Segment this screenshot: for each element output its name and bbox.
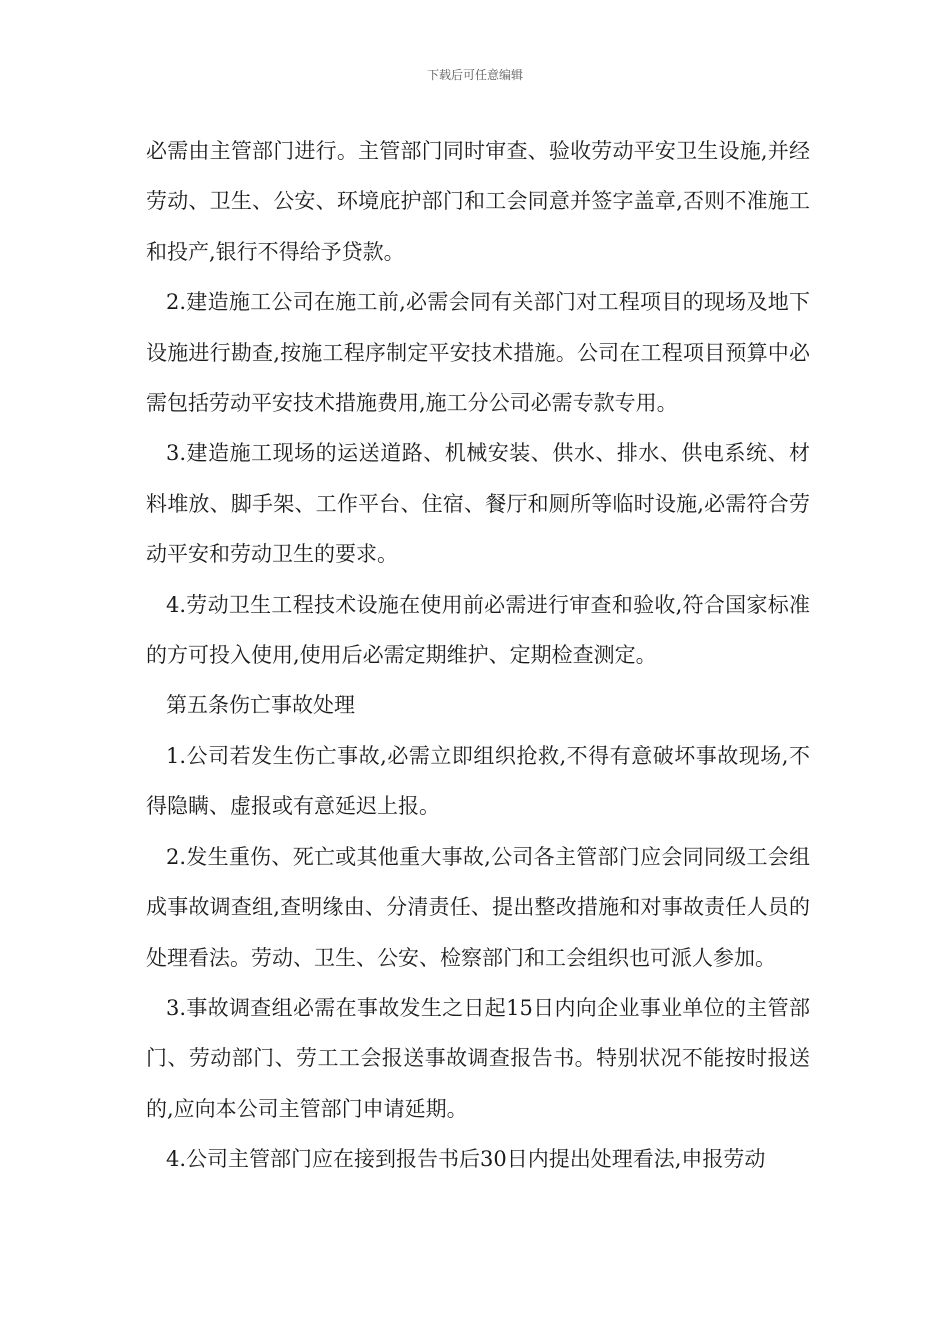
paragraph: 1.公司若发生伤亡事故,必需立即组织抢救,不得有意破坏事故现场,不得隐瞒、虚报或有意延迟上报。 bbox=[146, 743, 810, 819]
paragraph: 4.公司主管部门应在接到报告书后30日内提出处理看法,申报劳动 bbox=[166, 1147, 766, 1172]
paragraph: 4.劳动卫生工程技术设施在使用前必需进行审查和验收,符合国家标准的方可投入使用,使用后必需定期维护、定期检查测定。 bbox=[146, 592, 810, 668]
paragraph: 2.发生重伤、死亡或其他重大事故,公司各主管部门应会同同级工会组成事故调查组,查明缘由、分清责任、提出整改措施和对事故责任人员的处理看法。劳动、卫生、公安、检察部门和工会组织也可派人参加。 bbox=[146, 844, 810, 970]
paragraph: 必需由主管部门进行。主管部门同时审查、验收劳动平安卫生设施,并经劳动、卫生、公安、环境庇护部门和工会同意并签字盖章,否则不准施工和投产,银行不得给予贷款。 bbox=[146, 139, 810, 264]
paragraph: 3.建造施工现场的运送道路、机械安装、供水、排水、供电系统、材料堆放、脚手架、工作平台、住宿、餐厅和厕所等临时设施,必需符合劳动平安和劳动卫生的要求。 bbox=[146, 441, 810, 567]
paragraph: 2.建造施工公司在施工前,必需会同有关部门对工程项目的现场及地下设施进行勘查,按施工程序制定平安技术措施。公司在工程项目预算中必需包括劳动平安技术措施费用,施工分公司必需专款专用。 bbox=[146, 290, 810, 416]
header-note: 下载后可任意编辑 bbox=[426, 68, 523, 82]
document-body bbox=[146, 126, 810, 1185]
paragraph: 3.事故调查组必需在事故发生之日起15日内向企业事业单位的主管部门、劳动部门、劳工工会报送事故调查报告书。特别状况不能按时报送的,应向本公司主管部门申请延期。 bbox=[146, 995, 810, 1121]
section-heading: 第五条伤亡事故处理 bbox=[166, 693, 355, 718]
